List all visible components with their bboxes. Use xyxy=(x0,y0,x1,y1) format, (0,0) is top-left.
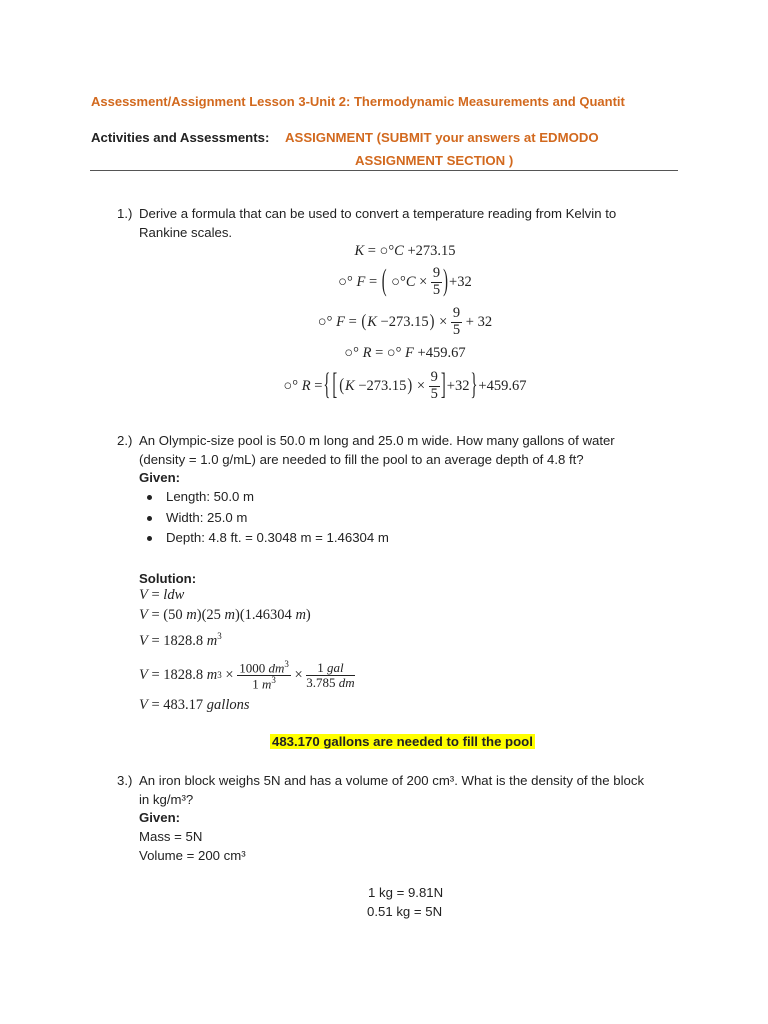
solution-step-3: V = 1828.8 $m^3$ xyxy=(139,631,222,649)
list-item: Length: 50.0 m xyxy=(166,489,254,504)
formula-r-from-k: ○° R = { [ ( K −273.15 ) × $\frac{9}{5}$ ] +32 } +459.67 xyxy=(283,368,527,402)
q2-solution-label: Solution: xyxy=(139,571,197,586)
formula-r-from-f: ○° R = ○° F +459.67 xyxy=(344,344,466,361)
q2-given-label: Given: xyxy=(139,470,181,485)
q3-mass: Mass = 5N xyxy=(139,829,203,844)
bullet-icon xyxy=(147,516,152,521)
q3-text-line2: in kg/m³? xyxy=(139,792,194,807)
q2-number: 2.) xyxy=(117,433,133,448)
assignment-line-2: ASSIGNMENT SECTION ) xyxy=(355,153,514,168)
q1-text-line1: Derive a formula that can be used to convert a temperature reading from Kelvin to xyxy=(139,206,617,221)
list-item: Width: 25.0 m xyxy=(166,510,247,525)
q2-answer: 483.170 gallons are needed to fill the pool xyxy=(272,734,533,749)
q3-given-label: Given: xyxy=(139,810,181,825)
q1-text-line2: Rankine scales. xyxy=(139,225,233,240)
q2-text-line2: (density = 1.0 g/mL) are needed to fill the pool to an average depth of 4.8 ft? xyxy=(139,452,584,467)
formula-f-from-k: ○° F = ( K −273.15 ) × $\frac{9}{5}$ + 32 xyxy=(317,305,493,338)
q2-text-line1: An Olympic-size pool is 50.0 m long and 25.0 m wide. How many gallons of water xyxy=(139,433,615,448)
assignment-line-1: ASSIGNMENT (SUBMIT your answers at EDMODO xyxy=(285,130,599,145)
q3-text-line1: An iron block weighs 5N and has a volume of 200 cm³. What is the density of the block xyxy=(139,773,645,788)
q2-solution-steps xyxy=(139,587,355,717)
q3-conversion-1: 1 kg = 9.81N xyxy=(368,885,444,900)
q3-conversion-2: 0.51 kg = 5N xyxy=(367,904,443,919)
solution-step-2: V = (50 m)(25 m)(1.46304 m) xyxy=(139,607,311,623)
bullet-icon xyxy=(147,536,152,541)
q1-number: 1.) xyxy=(117,206,133,221)
activities-label: Activities and Assessments: xyxy=(91,130,270,145)
header-divider xyxy=(90,170,678,171)
solution-step-5: V = 483.17 gallons xyxy=(139,697,250,713)
bullet-icon xyxy=(147,495,152,500)
solution-step-1: V = ldw xyxy=(139,587,185,603)
document-title: Assessment/Assignment Lesson 3-Unit 2: Thermodynamic Measurements and Quantit xyxy=(91,94,625,109)
q3-volume: Volume = 200 cm³ xyxy=(139,848,246,863)
formula-k-from-c: K = ○° C +273.15 xyxy=(354,242,456,259)
q1-formulas xyxy=(240,240,570,408)
formula-f-from-c: ○° F = ( ○° C × $\frac{9}{5}$ ) +32 xyxy=(338,264,472,298)
solution-step-4: V = 1828.8 m 3 × $\frac{1000 dm^3}{1 m^3}$ × $\frac{\text{1 gal}}{3.785 dm}$ xyxy=(139,658,355,691)
list-item: Depth: 4.8 ft. = 0.3048 m = 1.46304 m xyxy=(166,530,389,545)
q3-number: 3.) xyxy=(117,773,133,788)
